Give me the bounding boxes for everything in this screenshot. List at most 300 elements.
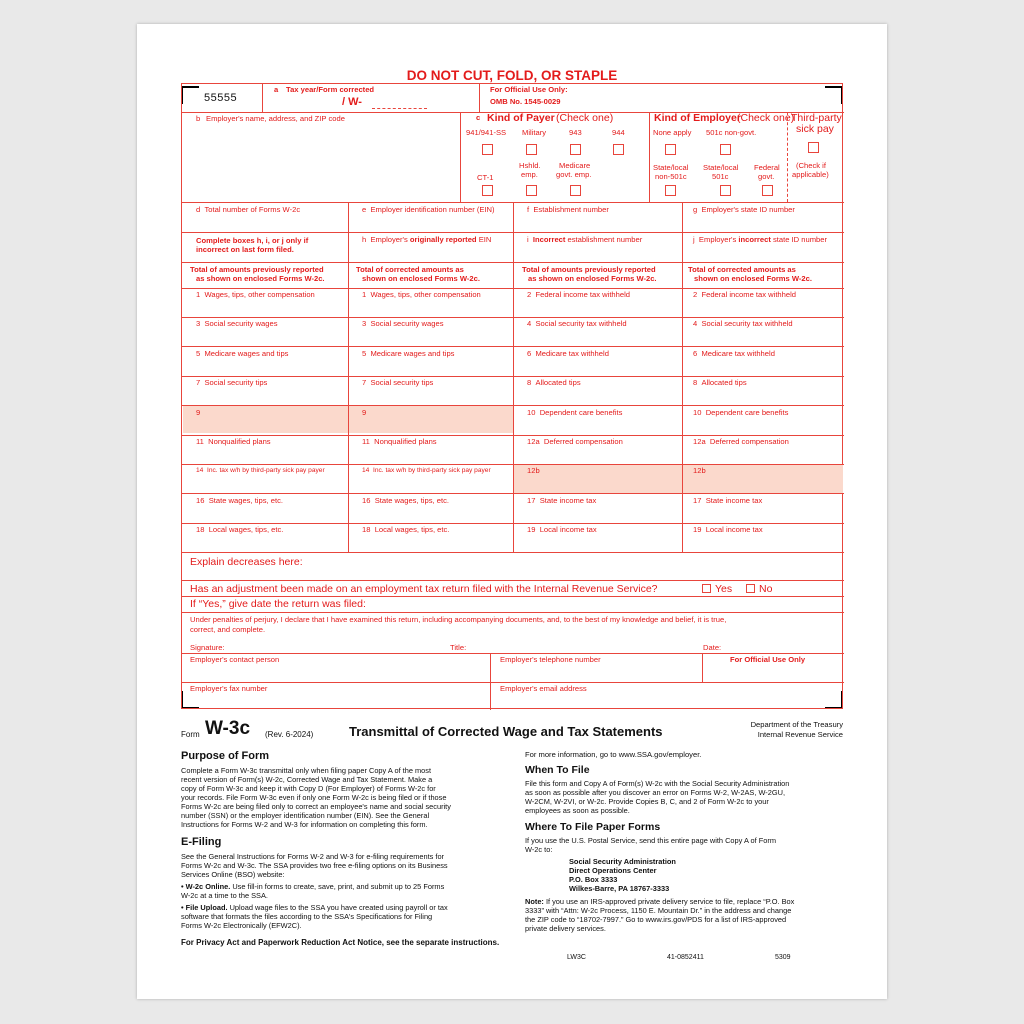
row-divider — [182, 317, 844, 318]
amount-box-label — [196, 379, 267, 388]
amount-box-label — [527, 467, 544, 476]
box-label: Medicare wages and tips — [204, 349, 289, 358]
email-label: Employer's email address — [500, 684, 587, 693]
where-to-file-text — [525, 836, 845, 854]
official-use-only-label: For Official Use Only — [730, 655, 806, 664]
form-page — [137, 24, 887, 999]
efiling-bullet-online — [181, 882, 521, 900]
box-label: Employer's state ID number — [701, 205, 795, 214]
amount-field[interactable] — [686, 507, 840, 521]
purpose-heading: Purpose of Form — [181, 750, 270, 762]
box-label: State income tax — [705, 496, 763, 505]
amount-field[interactable] — [517, 536, 678, 550]
row-divider — [182, 552, 844, 553]
amount-field[interactable] — [517, 389, 678, 403]
box-j-bold: incorrect — [738, 235, 771, 244]
amount-field[interactable] — [517, 301, 678, 315]
tax-year-value: / W- — [342, 96, 362, 108]
third-party-label-2: sick pay — [796, 123, 834, 135]
amount-field[interactable] — [352, 330, 509, 344]
text-line: your records. File Form W-3c even if only one Form W-2c is being filed or if those — [181, 793, 447, 803]
amount-box-label — [196, 438, 271, 447]
box-number: 11 — [362, 437, 370, 446]
amount-box-label — [693, 350, 775, 359]
text-line: Instructions for Forms W-2 and W-3 for information on completing this form. — [181, 820, 428, 830]
adjustment-no-checkbox[interactable] — [746, 584, 755, 593]
amount-field[interactable] — [352, 389, 509, 403]
box-number: 14 — [196, 467, 204, 474]
text-line: employees as soon as possible. — [525, 806, 630, 816]
amount-box-label — [693, 291, 796, 300]
fax-field[interactable] — [186, 695, 486, 708]
perjury-statement: Under penalties of perjury, I declare that I have examined this return, including accompanying documents, and, to the best of my knowledge and belief, it is true, — [190, 615, 727, 624]
totals-header-2: as shown on enclosed Forms W-2c. — [196, 274, 325, 283]
do-not-cut-warning: DO NOT CUT, FOLD, OR STAPLE — [406, 68, 618, 83]
explain-decreases-field[interactable] — [332, 554, 832, 576]
row-divider — [182, 405, 844, 406]
where-to-file-heading: Where To File Paper Forms — [525, 821, 661, 833]
payer-medicare-label-2: govt. emp. — [556, 170, 592, 179]
box-label: Nonqualified plans — [208, 437, 271, 446]
box-label: Deferred compensation — [709, 437, 789, 446]
box-number: 12b — [693, 466, 706, 475]
amount-box-label — [362, 409, 370, 418]
amount-box-label — [693, 497, 762, 506]
payer-943-checkbox[interactable] — [570, 144, 581, 155]
text-line: Direct Operations Center — [569, 866, 657, 876]
text-line: recent version of Form(s) W-2c, Corrected Wage and Tax Statement. Make a — [181, 775, 433, 785]
amount-box-label — [362, 438, 437, 447]
box-letter: g — [693, 205, 698, 214]
payer-hshld-label-2: emp. — [521, 170, 538, 179]
telephone-label: Employer's telephone number — [500, 655, 601, 664]
employer-501c-checkbox[interactable] — [720, 144, 731, 155]
box-label: Allocated tips — [701, 378, 747, 387]
box-label: Social security tax withheld — [535, 319, 627, 328]
box-label: Social security wages — [370, 319, 444, 328]
w2c-online-bold: • W-2c Online. — [181, 882, 231, 891]
email-field[interactable] — [494, 695, 839, 708]
tax-year-label: Tax year/Form corrected — [286, 85, 375, 94]
signature-label: Signature: — [190, 643, 225, 652]
w3c-form-grid — [181, 83, 843, 709]
employer-state-non501c-checkbox[interactable] — [665, 185, 676, 196]
amount-field[interactable] — [686, 419, 840, 433]
box-label: Local income tax — [705, 525, 763, 534]
amount-field[interactable] — [686, 330, 840, 344]
adjustment-yes-checkbox[interactable] — [702, 584, 711, 593]
box-number: 19 — [693, 525, 702, 534]
box-number: 8 — [693, 378, 698, 387]
employer-none-checkbox[interactable] — [665, 144, 676, 155]
kind-of-payer-title: Kind of Payer — [487, 112, 555, 124]
box-number: 6 — [693, 349, 698, 358]
note-text: If you use an IRS-approved private delivery service to file, replace “P.O. Box — [543, 897, 795, 906]
date-return-filed-label: If “Yes,” give date the return was filed: — [190, 598, 366, 610]
box-number: 12a — [527, 437, 540, 446]
adjustment-no-label: No — [759, 583, 773, 595]
third-party-label: Third-party — [791, 112, 842, 124]
amount-box-label — [196, 291, 315, 300]
note-line: 3333” with “Attn: W-2c Process, 1150 E. Mountain Dr.” in the address and change — [525, 906, 792, 916]
amount-field[interactable] — [352, 360, 509, 374]
box-label: Dependent care benefits — [539, 408, 623, 417]
note-bold: Note: — [525, 897, 544, 906]
form-revision: (Rev. 6-2024) — [265, 730, 314, 739]
box-number: 18 — [362, 525, 371, 534]
row-d-field[interactable] — [352, 216, 509, 230]
amount-box-label — [527, 350, 609, 359]
ssa-address — [569, 857, 809, 893]
efiling-bullet-upload — [181, 903, 521, 930]
box-number: 8 — [527, 378, 532, 387]
box-number: 1 — [196, 290, 201, 299]
private-delivery-note — [525, 897, 845, 933]
box-label: Nonqualified plans — [374, 437, 437, 446]
text-line: Complete a Form W-3c transmittal only when filing paper Copy A of the most — [181, 766, 432, 775]
amount-box-label — [527, 497, 596, 506]
when-to-file-text — [525, 779, 845, 815]
row-d-field[interactable] — [686, 216, 840, 230]
amount-box-label — [196, 409, 204, 418]
explain-decreases-label: Explain decreases here: — [190, 556, 303, 568]
amount-box-label — [527, 320, 627, 329]
amount-box-label — [693, 320, 793, 329]
totals-header: Total of corrected amounts as — [356, 265, 464, 274]
amount-box-label — [362, 350, 454, 359]
box-label: Federal income tax withheld — [535, 290, 631, 299]
box-label: Allocated tips — [535, 378, 581, 387]
box-i-letter: i — [527, 235, 529, 244]
irs-label: Internal Revenue Service — [757, 730, 843, 739]
box-number: 7 — [196, 378, 201, 387]
box-number: 6 — [527, 349, 532, 358]
amount-field[interactable] — [517, 477, 678, 491]
amount-box-label — [362, 320, 444, 329]
amount-field[interactable] — [352, 477, 509, 491]
payer-943-label: 943 — [569, 128, 582, 137]
box-label: Social security tips — [370, 378, 434, 387]
box-j-post: state ID number — [770, 235, 827, 244]
employer-state-501c-label: State/local — [703, 163, 739, 172]
box-number: 14 — [362, 467, 370, 474]
box-label: Inc. tax w/h by third-party sick pay payer — [207, 467, 325, 474]
employer-state-non501c-label: State/local — [653, 163, 689, 172]
payer-944-checkbox[interactable] — [613, 144, 624, 155]
box-label: Deferred compensation — [543, 437, 623, 446]
row-d-label — [693, 206, 795, 215]
employer-federal-label-2: govt. — [758, 172, 775, 181]
amount-field[interactable] — [517, 448, 678, 462]
contact-person-label: Employer's contact person — [190, 655, 280, 664]
omb-number: OMB No. 1545-0029 — [490, 97, 561, 106]
row-divider — [182, 376, 844, 377]
box-label: Local income tax — [539, 525, 597, 534]
totals-header-2: shown on enclosed Forms W-2c. — [362, 274, 480, 283]
row-h-field[interactable] — [517, 246, 678, 260]
box-number: 12b — [527, 466, 540, 475]
third-party-note: (Check if — [796, 161, 826, 170]
amount-box-label — [196, 526, 283, 535]
employer-state-501c-checkbox[interactable] — [720, 185, 731, 196]
when-to-file-heading: When To File — [525, 764, 590, 776]
amount-field[interactable] — [186, 477, 344, 491]
third-party-note-2: applicable) — [792, 170, 829, 179]
box-number: 4 — [693, 319, 698, 328]
box-label: Total number of Forms W-2c — [204, 205, 301, 214]
amount-box-label — [196, 497, 283, 506]
box-label: Social security tax withheld — [701, 319, 793, 328]
amount-box-label — [693, 438, 789, 447]
payer-ct1-checkbox[interactable] — [482, 185, 493, 196]
employer-state-non501c-label-2: non-501c — [655, 172, 687, 181]
amount-field[interactable] — [186, 360, 344, 374]
row-divider — [182, 435, 844, 436]
amount-field[interactable] — [186, 389, 344, 403]
row-divider — [182, 346, 844, 347]
form-code-number: 41-0852411 — [667, 954, 704, 961]
box-label: Establishment number — [533, 205, 609, 214]
row-d-label — [362, 206, 495, 215]
totals-header: Total of corrected amounts as — [688, 265, 796, 274]
note-line: the ZIP code to “18702-7997.” Go to www.irs.gov/PDS for a list of IRS-approved — [525, 915, 787, 925]
row-h-field[interactable] — [686, 246, 840, 260]
form-word: Form — [181, 730, 200, 739]
more-info-link[interactable]: For more information, go to www.SSA.gov/employer. — [525, 750, 702, 759]
amount-box-label — [693, 467, 710, 476]
row-h-field[interactable] — [352, 246, 509, 260]
form-code-5309: 5309 — [775, 954, 791, 961]
amount-field[interactable] — [352, 419, 509, 433]
box-label: Medicare tax withheld — [701, 349, 775, 358]
box-letter: e — [362, 205, 367, 214]
box-label: Local wages, tips, etc. — [208, 525, 284, 534]
amount-field[interactable] — [186, 330, 344, 344]
row-d-label — [196, 206, 300, 215]
amount-field[interactable] — [517, 507, 678, 521]
box-label: State wages, tips, etc. — [208, 496, 283, 505]
box-b-letter: b — [196, 114, 201, 123]
box-label: Medicare tax withheld — [535, 349, 609, 358]
text-line: W-2c to: — [525, 845, 553, 855]
amount-box-label — [693, 409, 788, 418]
totals-header-2: shown on enclosed Forms W-2c. — [694, 274, 812, 283]
row-d-label — [527, 206, 609, 215]
adjustment-yes-label: Yes — [715, 583, 733, 595]
amount-field[interactable] — [686, 536, 840, 550]
text-line: See the General Instructions for Forms W-2 and W-3 for e-filing requirements for — [181, 852, 445, 861]
amount-field[interactable] — [186, 448, 344, 462]
date-return-filed-field[interactable] — [392, 597, 832, 611]
box-h-letter: h — [362, 235, 367, 244]
official-use-label: For Official Use Only: — [490, 85, 568, 94]
amount-box-label — [362, 497, 449, 506]
amount-box-label — [527, 526, 597, 535]
box-label: Federal income tax withheld — [701, 290, 797, 299]
amount-field[interactable] — [352, 448, 509, 462]
row-divider — [182, 493, 844, 494]
box-number: 3 — [362, 319, 367, 328]
note-line — [525, 897, 845, 906]
box-a-letter: a — [274, 85, 279, 94]
text-line: P.O. Box 3333 — [569, 875, 618, 885]
signature-field[interactable] — [232, 636, 442, 652]
date-label: Date: — [703, 643, 722, 652]
title-label: Title: — [450, 643, 467, 652]
box-number: 5 — [362, 349, 367, 358]
amount-field[interactable] — [186, 507, 344, 521]
box-number: 1 — [362, 290, 367, 299]
employer-federal-checkbox[interactable] — [762, 185, 773, 196]
box-j-pre: Employer's — [698, 235, 739, 244]
amount-box-label — [527, 379, 581, 388]
payer-941-label: 941/941-SS — [466, 128, 507, 137]
box-number: 10 — [693, 408, 702, 417]
efiling-text — [181, 852, 521, 879]
employer-name-label: Employer's name, address, and ZIP code — [206, 114, 345, 123]
box-number: 9 — [196, 408, 201, 417]
file-upload-bold: • File Upload. — [181, 903, 228, 912]
efiling-heading: E-Filing — [181, 836, 222, 848]
row-divider — [182, 523, 844, 524]
row-d-field[interactable] — [517, 216, 678, 230]
complete-boxes-note: Complete boxes h, i, or j only if — [196, 236, 309, 245]
file-upload-text: Upload wage files to the SSA you have created using payroll or tax — [227, 903, 448, 912]
box-letter: d — [196, 205, 201, 214]
totals-header-2: as shown on enclosed Forms W-2c. — [528, 274, 657, 283]
box-number: 3 — [196, 319, 201, 328]
form-code-lw3c: LW3C — [567, 954, 586, 961]
box-h-label — [362, 236, 491, 245]
box-number: 18 — [196, 525, 205, 534]
amount-field[interactable] — [186, 536, 344, 550]
payer-military-checkbox[interactable] — [526, 144, 537, 155]
amount-box-label — [362, 467, 491, 475]
text-line: Services Online (BSO) website: — [181, 870, 285, 880]
kind-of-employer-title: Kind of Employer — [654, 112, 741, 124]
file-upload-text-2: software that formats the files according to the SSA's Specifications for Filing — [181, 912, 433, 922]
employer-none-label: None apply — [653, 128, 692, 137]
payer-ct1-label: CT-1 — [477, 173, 494, 182]
box-number: 2 — [527, 290, 532, 299]
payer-944-label: 944 — [612, 128, 625, 137]
row-d-field[interactable] — [186, 216, 344, 230]
department-label: Department of the Treasury — [750, 720, 843, 729]
box-number: 4 — [527, 319, 532, 328]
row-divider — [182, 464, 844, 465]
amount-box-label — [527, 291, 630, 300]
amount-field[interactable] — [352, 536, 509, 550]
telephone-field[interactable] — [494, 666, 698, 680]
box-label: State wages, tips, etc. — [374, 496, 449, 505]
amount-field[interactable] — [352, 507, 509, 521]
box-label: Employer identification number (EIN) — [370, 205, 495, 214]
amount-field[interactable] — [686, 448, 840, 462]
payer-medicare-checkbox[interactable] — [570, 185, 581, 196]
box-number: 16 — [362, 496, 371, 505]
amount-field[interactable] — [352, 301, 509, 315]
box-h-post: EIN — [476, 235, 492, 244]
amount-box-label — [362, 526, 449, 535]
amount-box-label — [362, 291, 481, 300]
text-line: W-2CM, W-2VI, or W-2c. Provide Copies B, C, and 2 of Form W-2c to your — [525, 797, 769, 807]
text-line: File this form and Copy A of Form(s) W-2c with the Social Security Administration — [525, 779, 790, 788]
box-label: Dependent care benefits — [705, 408, 789, 417]
purpose-text — [181, 766, 521, 829]
employer-state-501c-label-2: 501c — [712, 172, 729, 181]
third-party-sick-pay-checkbox[interactable] — [808, 142, 819, 153]
text-line: Forms W-2c and W-3c. The SSA provides two free e-filing options on its Business — [181, 861, 448, 871]
employer-name-address-field[interactable] — [190, 126, 454, 198]
amount-field[interactable] — [186, 301, 344, 315]
amount-field[interactable] — [686, 360, 840, 374]
box-letter: f — [527, 205, 530, 214]
title-field[interactable] — [472, 636, 692, 652]
complete-boxes-note-2: incorrect on last form filed. — [196, 245, 294, 254]
box-number: 7 — [362, 378, 367, 387]
text-line: Social Security Administration — [569, 857, 676, 866]
employer-federal-label: Federal — [754, 163, 780, 172]
text-line: copy of Form W-3c and keep it with Copy D (For Employer) of Forms W-2c for — [181, 784, 436, 794]
payer-medicare-label: Medicare — [559, 161, 591, 170]
amount-field[interactable] — [686, 301, 840, 315]
box-number: 2 — [693, 290, 698, 299]
text-line: If you use the U.S. Postal Service, send this entire page with Copy A of Form — [525, 836, 776, 845]
form-name: W-3c — [205, 718, 251, 739]
payer-military-label: Military — [522, 128, 547, 137]
fax-label: Employer's fax number — [190, 684, 268, 693]
totals-header: Total of amounts previously reported — [522, 265, 656, 274]
amount-box-label — [196, 350, 288, 359]
amount-field[interactable] — [686, 389, 840, 403]
box-number: 9 — [362, 408, 367, 417]
payer-hshld-checkbox[interactable] — [526, 185, 537, 196]
tax-year-input[interactable] — [282, 94, 472, 110]
note-line: private delivery services. — [525, 924, 606, 934]
box-h-bold: originally reported — [409, 235, 477, 244]
amount-box-label — [196, 320, 278, 329]
box-label: Inc. tax w/h by third-party sick pay payer — [373, 467, 491, 474]
box-number: 5 — [196, 349, 201, 358]
box-label: Medicare wages and tips — [370, 349, 455, 358]
text-line: Forms W-2c are being filed only to correct an employee's name and social security — [181, 802, 451, 812]
form-title: Transmittal of Corrected Wage and Tax Statements — [349, 724, 663, 739]
date-field[interactable] — [727, 636, 837, 652]
amount-box-label — [527, 409, 622, 418]
payer-941-checkbox[interactable] — [482, 144, 493, 155]
file-upload-text-3: Forms W-2c Electronically (EFW2C). — [181, 921, 302, 931]
text-line: number (SSN) or the employer identification number (EIN). See the General — [181, 811, 430, 821]
amount-field[interactable] — [686, 477, 840, 491]
amount-field[interactable] — [517, 330, 678, 344]
amount-field[interactable] — [517, 360, 678, 374]
amount-field[interactable] — [517, 419, 678, 433]
totals-header: Total of amounts previously reported — [190, 265, 324, 274]
box-number: 19 — [527, 525, 536, 534]
box-c-letter: c — [476, 113, 481, 122]
payer-hshld-label: Hshld. — [519, 161, 541, 170]
amount-field[interactable] — [186, 419, 344, 433]
contact-person-field[interactable] — [186, 666, 486, 680]
privacy-notice: For Privacy Act and Paperwork Reduction Act Notice, see the separate instructions. — [181, 938, 500, 947]
box-label: Wages, tips, other compensation — [204, 290, 315, 299]
box-label: Local wages, tips, etc. — [374, 525, 450, 534]
employer-check-one-note: (Check one) — [737, 112, 795, 124]
amount-box-label — [362, 379, 433, 388]
box-i-post: establishment number — [565, 235, 643, 244]
box-j-letter: j — [693, 235, 695, 244]
box-number: 11 — [196, 437, 204, 446]
